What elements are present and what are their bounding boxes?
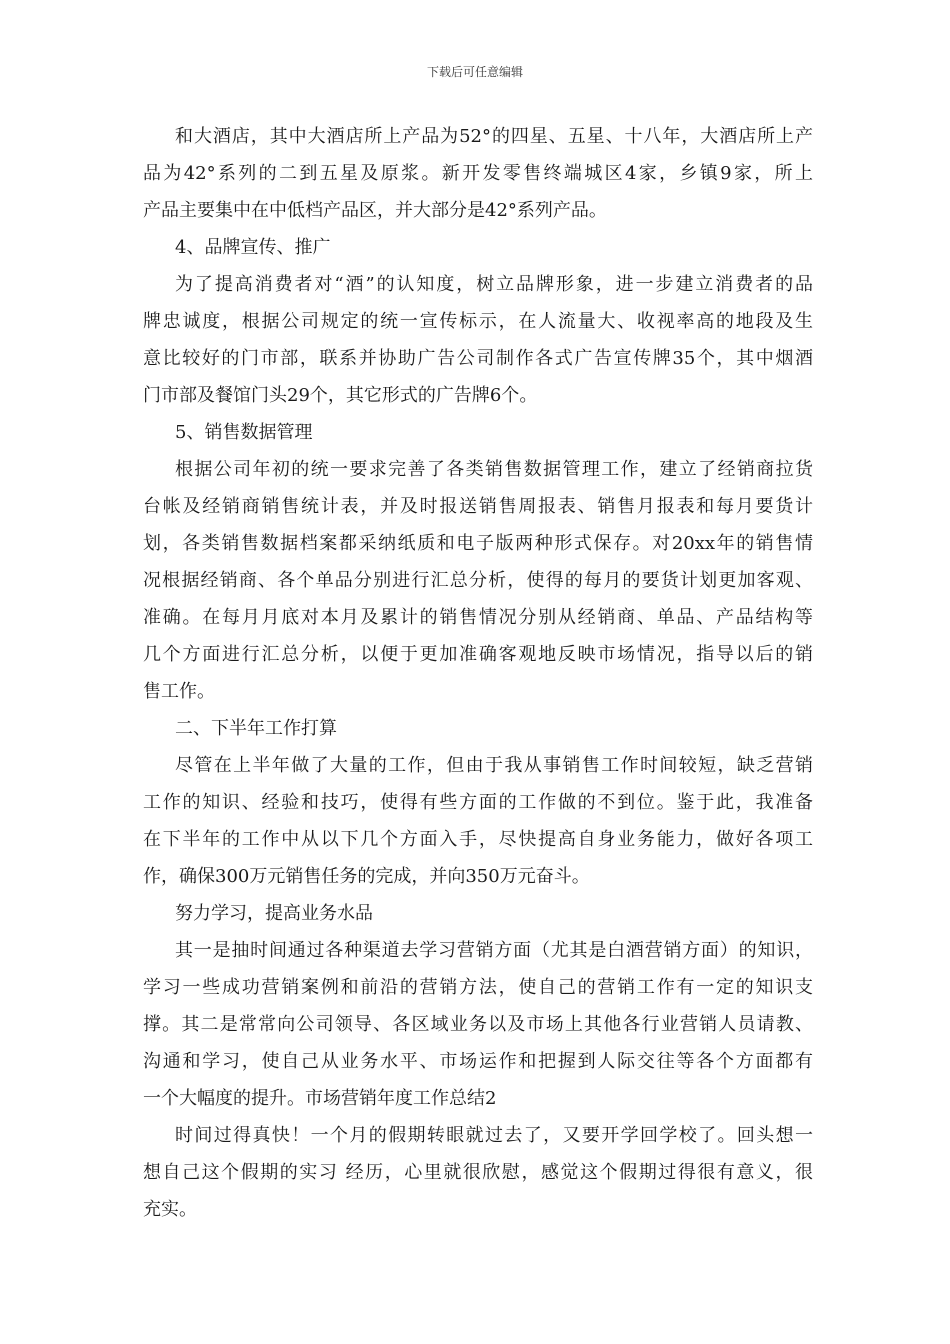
text-line: 努力学习，提高业务水品 bbox=[175, 903, 373, 924]
text-line: 门市部及餐馆门头29个，其它形式的广告牌6个。 bbox=[143, 385, 538, 406]
text-line: 尽管在上半年做了大量的工作，但由于我从事销售工作时间较短，缺乏营销 bbox=[175, 755, 813, 776]
paragraph bbox=[143, 932, 813, 1117]
text-line: 和大酒店，其中大酒店所上产品为52°的四星、五星、十八年，大酒店所上产 bbox=[175, 126, 813, 147]
text-line: 准确。在每月月底对本月及累计的销售情况分别从经销商、单品、产品结构等 bbox=[143, 607, 813, 628]
text-line: 4、品牌宣传、推广 bbox=[175, 237, 331, 258]
paragraph bbox=[143, 266, 813, 414]
paragraph bbox=[143, 747, 813, 895]
text-line: 学习一些成功营销案例和前沿的营销方法，使自己的营销工作有一定的知识支 bbox=[143, 977, 813, 998]
text-line: 根据公司年初的统一要求完善了各类销售数据管理工作，建立了经销商拉货 bbox=[175, 459, 813, 480]
paragraph bbox=[143, 1117, 813, 1228]
section-heading bbox=[143, 229, 813, 266]
text-line: 充实。 bbox=[143, 1199, 197, 1220]
text-line: 二、下半年工作打算 bbox=[175, 718, 337, 739]
text-line: 划，各类销售数据档案都采纳纸质和电子版两种形式保存。对20xx年的销售情 bbox=[143, 533, 813, 554]
document-body bbox=[143, 118, 813, 1228]
text-line: 作，确保300万元销售任务的完成，并向350万元奋斗。 bbox=[143, 866, 590, 887]
text-line: 想自己这个假期的实习 经历，心里就很欣慰，感觉这个假期过得很有意义，很 bbox=[143, 1162, 813, 1183]
page-header: 下载后可任意编辑 bbox=[426, 65, 523, 79]
text-line: 其一是抽时间通过各种渠道去学习营销方面（尤其是白酒营销方面）的知识， bbox=[175, 940, 813, 961]
text-line: 况根据经销商、各个单品分别进行汇总分析，使得的每月的要货计划更加客观、 bbox=[143, 570, 813, 591]
text-line: 工作的知识、经验和技巧，使得有些方面的工作做的不到位。鉴于此，我准备 bbox=[143, 792, 813, 813]
paragraph bbox=[143, 451, 813, 710]
text-line: 售工作。 bbox=[143, 681, 215, 702]
text-line: 在下半年的工作中从以下几个方面入手，尽快提高自身业务能力，做好各项工 bbox=[143, 829, 813, 850]
section-heading bbox=[143, 710, 813, 747]
text-line: 时间过得真快！一个月的假期转眼就过去了，又要开学回学校了。回头想一 bbox=[175, 1125, 813, 1146]
text-line: 5、销售数据管理 bbox=[175, 422, 313, 443]
text-line: 为了提高消费者对“酒”的认知度，树立品牌形象，进一步建立消费者的品 bbox=[175, 274, 813, 295]
text-line: 几个方面进行汇总分析，以便于更加准确客观地反映市场情况，指导以后的销 bbox=[143, 644, 813, 665]
text-line: 意比较好的门市部，联系并协助广告公司制作各式广告宣传牌35个，其中烟酒 bbox=[143, 348, 813, 369]
text-line: 沟通和学习，使自己从业务水平、市场运作和把握到人际交往等各个方面都有 bbox=[143, 1051, 813, 1072]
text-line: 撑。其二是常常向公司领导、各区域业务以及市场上其他各行业营销人员请教、 bbox=[143, 1014, 813, 1035]
paragraph bbox=[143, 118, 813, 229]
text-line: 一个大幅度的提升。市场营销年度工作总结2 bbox=[143, 1088, 497, 1109]
text-line: 产品主要集中在中低档产品区，并大部分是42°系列产品。 bbox=[143, 200, 607, 221]
section-heading bbox=[143, 414, 813, 451]
text-line: 品为42°系列的二到五星及原浆。新开发零售终端城区4家，乡镇9家，所上 bbox=[143, 163, 813, 184]
section-heading bbox=[143, 895, 813, 932]
text-line: 牌忠诚度，根据公司规定的统一宣传标示，在人流量大、收视率高的地段及生 bbox=[143, 311, 813, 332]
text-line: 台帐及经销商销售统计表，并及时报送销售周报表、销售月报表和每月要货计 bbox=[143, 496, 813, 517]
